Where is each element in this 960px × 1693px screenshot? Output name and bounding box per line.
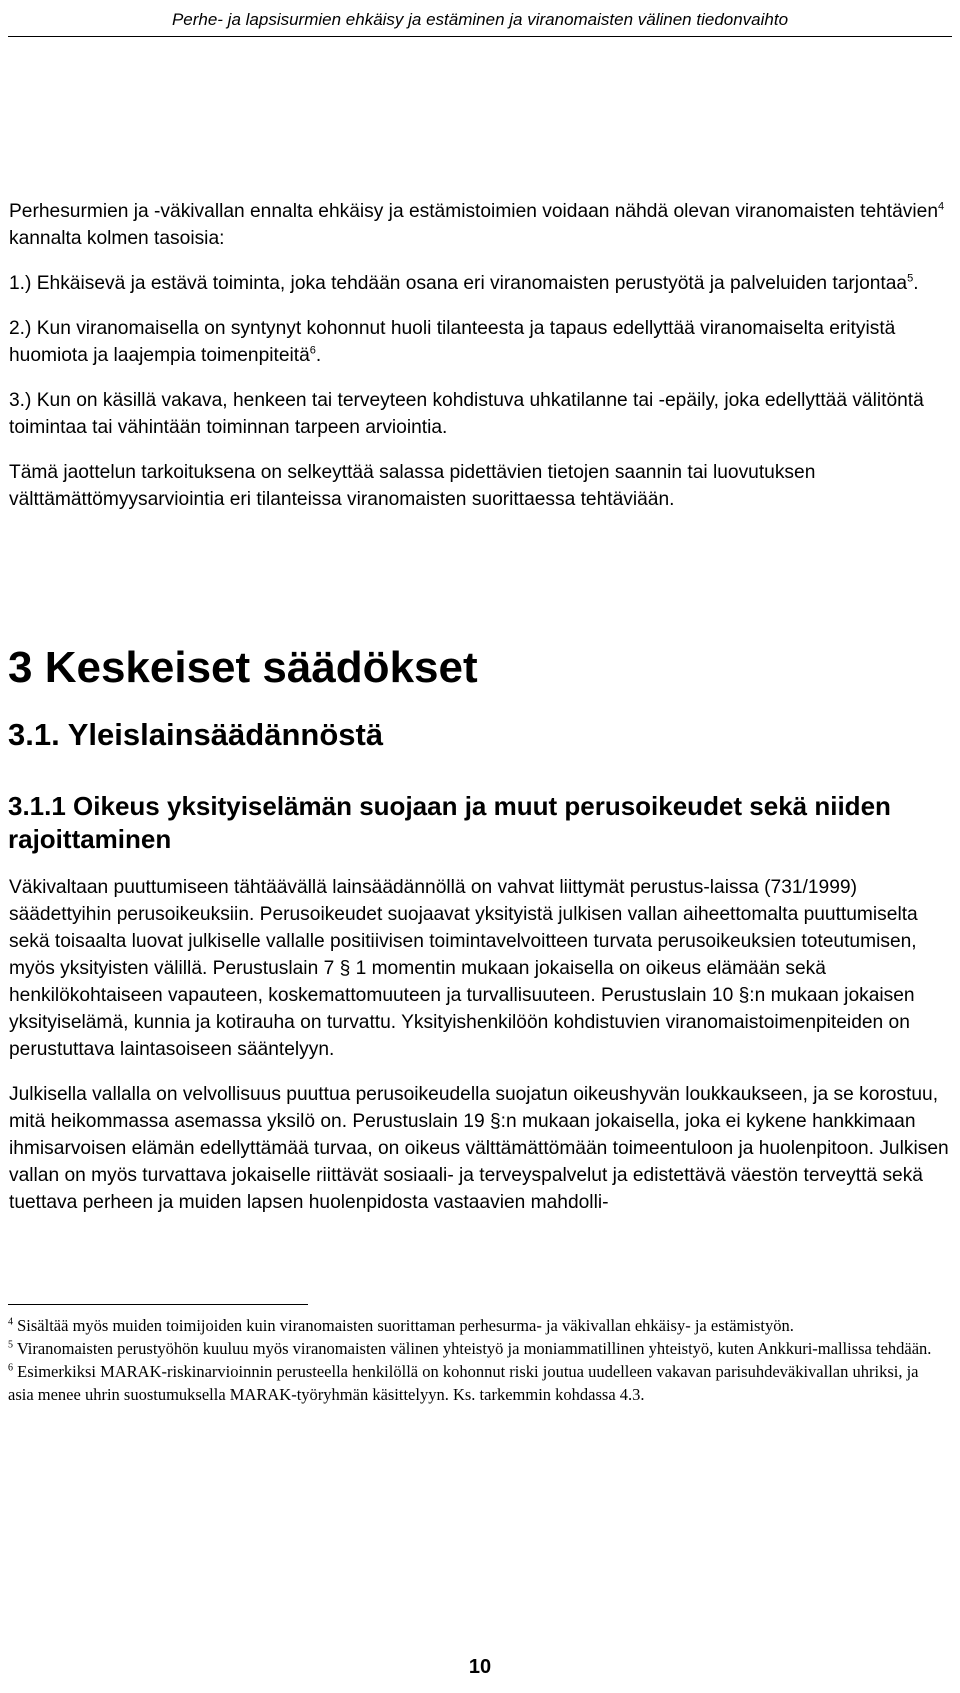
chapter-heading: 3 Keskeiset säädökset <box>8 643 478 692</box>
footnote-text: Viranomaisten perustyöhön kuuluu myös viranomaisten välinen yhteistyö ja moniammatillinen yhteistyö, kuten Ankkuri-mallissa tehdään. <box>13 1339 932 1358</box>
subsection-heading: 3.1.1 Oikeus yksityiselämän suojaan ja muut perusoikeudet sekä niiden rajoittaminen <box>8 791 891 854</box>
list-item-2-text: 2.) Kun viranomaisella on syntynyt kohonnut huoli tilanteesta ja tapaus edellyttää viranomaiselta erityistä huomiota ja laajempia toimenpiteitä <box>9 318 896 366</box>
intro-text-b: kannalta kolmen tasoisia: <box>9 228 225 249</box>
footnote-separator <box>8 1304 308 1305</box>
section-paragraph-1: Väkivaltaan puuttumiseen tähtäävällä lainsäädännöllä on vahvat liittymät perustus-laissa (731/1999) säädettyihin perusoikeuksiin. Perusoikeudet suojaavat yksityistä julkisen vallan aiheettomalta puuttumiselta sekä toisaalta luovat julkiselle vallalle positiivisen toimintavelvoitteen turvata perusoikeuksien toteutumisen, myös yksityisten välillä. Perustuslain 7 § 1 momentin mukaan jokaisella on oikeus elämään sekä henkilökohtaiseen vapauteen, koskemattomuuteen ja turvallisuuteen. Perustuslain 10 §:n mukaan jokaisen yksityiselämä, kunnia ja kotirauha on turvattu. Yksityishenkilöön kohdistuvien viranomaistoimenpiteiden on perustuttava laintasoiseen sääntelyyn. <box>9 877 918 1060</box>
running-header: Perhe- ja lapsisurmien ehkäisy ja estäminen ja viranomaisten välinen tiedonvaihto <box>8 10 952 37</box>
list-item-1-end: . <box>913 273 919 294</box>
list-item-2-end: . <box>315 345 322 366</box>
footnote-text: Sisältää myös muiden toimijoiden kuin viranomaisten suorittaman perhesurma- ja väkivallan ehkäisy- ja estämistyön. <box>13 1316 794 1335</box>
footnote-number: 6 <box>8 1362 13 1374</box>
footnote-ref-6[interactable]: 6 <box>309 344 316 357</box>
list-item-3: 3.) Kun on käsillä vakava, henkeen tai terveyteen kohdistuva uhkatilanne tai -epäily, joka edellyttää välitöntä toimintaa tai vähintään toiminnan tarpeen arviointia. <box>9 390 924 438</box>
section-text <box>9 874 949 1216</box>
footnote-number: 5 <box>8 1339 13 1351</box>
page-number: 10 <box>468 1656 492 1678</box>
footnote-ref-4[interactable]: 4 <box>938 200 945 213</box>
section-heading: 3.1. Yleislainsäädännöstä <box>8 717 384 752</box>
footnote-text: Esimerkiksi MARAK-riskinarvioinnin perusteella henkilöllä on kohonnut riski joutua uudelleen vakavan parisuhdeväkivallan uhriksi, ja asia menee uhrin suostumuksella MARAK-työryhmän käsittelyyn. Ks. tarkemmin kohdassa 4.3. <box>8 1362 919 1404</box>
list-item-1-text: 1.) Ehkäisevä ja estävä toiminta, joka tehdään osana eri viranomaisten perustyötä ja palveluiden tarjontaa <box>9 273 908 294</box>
footnote-6 <box>8 1360 948 1406</box>
list-item-2 <box>9 315 949 369</box>
footnotes <box>8 1314 948 1406</box>
footnote-number: 4 <box>8 1316 13 1328</box>
section-paragraph-2: Julkisella vallalla on velvollisuus puuttua perusoikeudella suojatun oikeushyvän loukkaukseen, ja se korostuu, mitä heikommassa asemassa yksilö on. Perustuslain 19 §:n mukaan jokaisella, joka ei kykene hankkimaan ihmisarvoisen elämän edellyttämää turvaa, on oikeus välttämättömään toimeentuloon ja huolenpitoon. Julkisen vallan on myös turvattava jokaiselle riittävät sosiaali- ja terveyspalvelut ja edistettävä väestön terveyttä sekä tuettava perheen ja muiden lapsen huolenpidosta vastaavien mahdolli- <box>9 1084 949 1213</box>
footnote-5 <box>8 1337 948 1360</box>
intro-paragraph <box>9 198 949 252</box>
footnote-ref-5[interactable]: 5 <box>907 272 914 285</box>
footnote-4 <box>8 1314 948 1337</box>
intro-text-a: Perhesurmien ja -väkivallan ennalta ehkäisy ja estämistoimien voidaan nähdä olevan viranomaisten tehtävien <box>9 201 938 222</box>
list-item-1 <box>9 270 949 297</box>
intro-text <box>9 198 949 513</box>
summary-paragraph: Tämä jaottelun tarkoituksena on selkeyttää salassa pidettävien tietojen saannin tai luovutuksen välttämättömyysarviointia eri tilanteissa viranomaisten suorittaessa tehtäviään. <box>9 462 816 510</box>
